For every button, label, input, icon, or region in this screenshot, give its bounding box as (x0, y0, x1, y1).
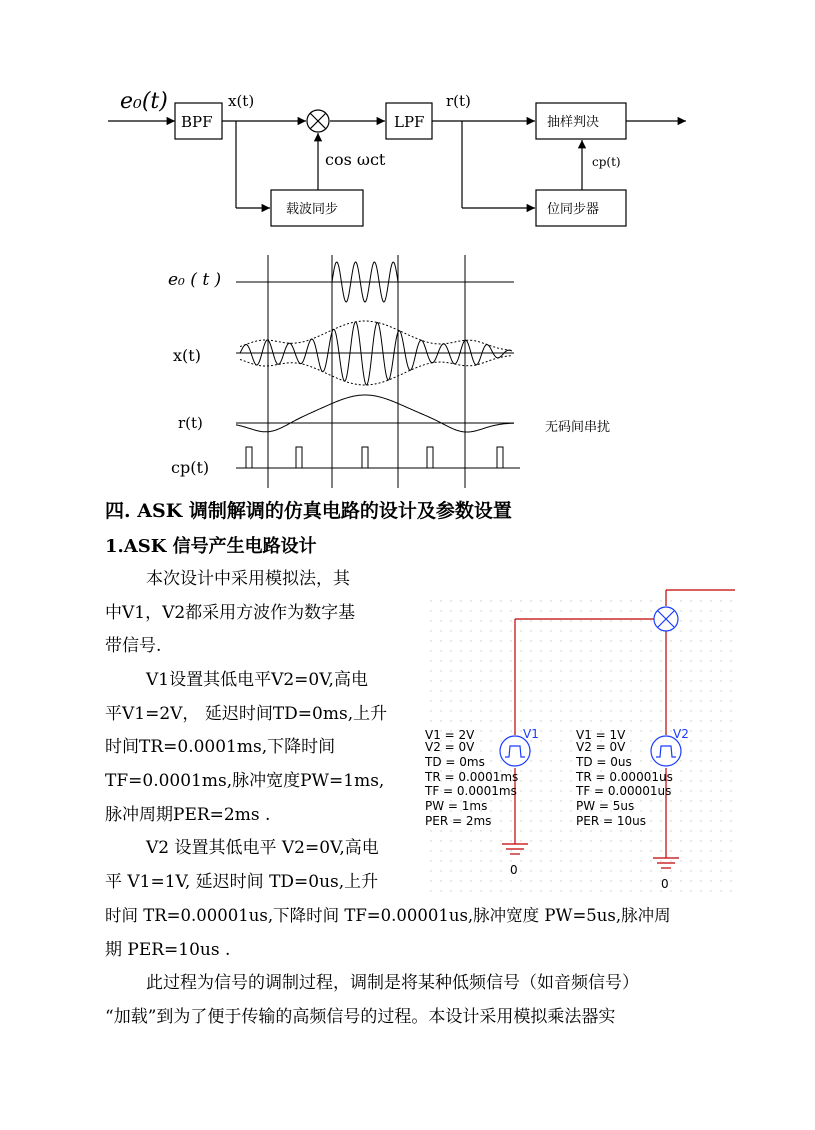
cpt-label: cp(t) (592, 155, 621, 169)
rt-wave-label: r(t) (178, 414, 203, 432)
ground-v1-label: 0 (510, 863, 518, 877)
para1-line1: 本次设计中采用模拟法，其 (146, 569, 350, 589)
decision-label: 抽样判决 (547, 115, 600, 130)
v2-param: TR = 0.00001us (576, 770, 673, 784)
v1-param: TR = 0.0001ms (425, 770, 519, 784)
cos-label: cos ωᴄt (325, 150, 386, 169)
cpt-pulse (427, 447, 433, 468)
para4-line1: 此过程为信号的调制过程，调制是将某种低频信号（如音频信号） (146, 973, 639, 993)
isi-note: 无码间串扰 (545, 420, 611, 435)
para2-line2: 平V1=2V， 延迟时间TD=0ms,上升 (105, 704, 388, 724)
para2-line4: TF=0.0001ms,脉冲宽度PW=1ms, (105, 771, 385, 791)
waveform-diagram (0, 240, 815, 490)
cpt-wave-label: cp(t) (171, 458, 210, 477)
para3-line1: V2 设置其低电平 V2=0V,高电 (146, 838, 379, 858)
ground-v2-label: 0 (661, 877, 669, 891)
para3-line2: 平 V1=1V, 延迟时间 TD=0us,上升 (105, 872, 379, 892)
para3-line3: 时间 TR=0.00001us,下降时间 TF=0.00001us,脉冲宽度 PW=5us,脉冲周 (105, 906, 671, 925)
para4-line2: “加载”到为了便于传输的高频信号的过程。本设计采用模拟乘法器实 (105, 1007, 616, 1027)
para2-line3: 时间TR=0.0001ms,下降时间 (105, 737, 336, 757)
v2-param: TD = 0us (576, 755, 632, 769)
v2-param: PER = 10us (576, 814, 646, 828)
para3-line4: 期 PER=10us . (105, 940, 231, 960)
v1-param: TF = 0.0001ms (425, 784, 517, 798)
multiplier-icon (654, 607, 678, 631)
xt-wave-label: x(t) (173, 346, 201, 365)
para1-line2: 中V1，V2都采用方波作为数字基 (105, 603, 356, 623)
para2-line5: 脉冲周期PER=2ms . (105, 805, 271, 825)
rt-waveform (236, 395, 514, 432)
e0-label: e₀ ( t ) (168, 270, 222, 290)
multiplier-icon (307, 110, 329, 132)
v2-param: V1 = 1V (576, 728, 626, 742)
bpf-label: BPF (181, 113, 213, 131)
carrier-sync-label: 载波同步 (286, 202, 339, 217)
xt-label: x(t) (228, 92, 255, 110)
v2-name: V2 (673, 727, 689, 741)
lpf-label: LPF (394, 113, 425, 131)
v1-param: PER = 2ms (425, 814, 492, 828)
subsection-title: 1.ASK 信号产生电路设计 (105, 536, 317, 557)
v1-param: TD = 0ms (425, 755, 485, 769)
cpt-pulse (296, 447, 302, 468)
bit-sync-label: 位同步器 (547, 202, 600, 217)
cpt-pulse (362, 447, 368, 468)
v2-param: V2 = 0V (576, 740, 626, 754)
section-title: 四. ASK 调制解调的仿真电路的设计及参数设置 (105, 500, 512, 522)
v2-param: TF = 0.00001us (576, 784, 672, 798)
v1-param: PW = 1ms (425, 799, 488, 813)
input-label: e₀(t) (120, 89, 168, 114)
v1-param: V1 = 2V (425, 728, 475, 742)
cpt-pulse (246, 447, 252, 468)
ask-schematic (0, 570, 815, 900)
rt-label: r(t) (446, 92, 471, 110)
demodulator-block-diagram (0, 0, 815, 240)
v2-param: PW = 5us (576, 799, 635, 813)
v1-param: V2 = 0V (425, 740, 475, 754)
para1-line3: 带信号. (105, 636, 162, 656)
v1-name: V1 (523, 727, 539, 741)
para2-line1: V1设置其低电平V2=0V,高电 (146, 670, 368, 690)
xt-envelope-lower (240, 356, 512, 385)
cpt-pulse (497, 447, 503, 468)
